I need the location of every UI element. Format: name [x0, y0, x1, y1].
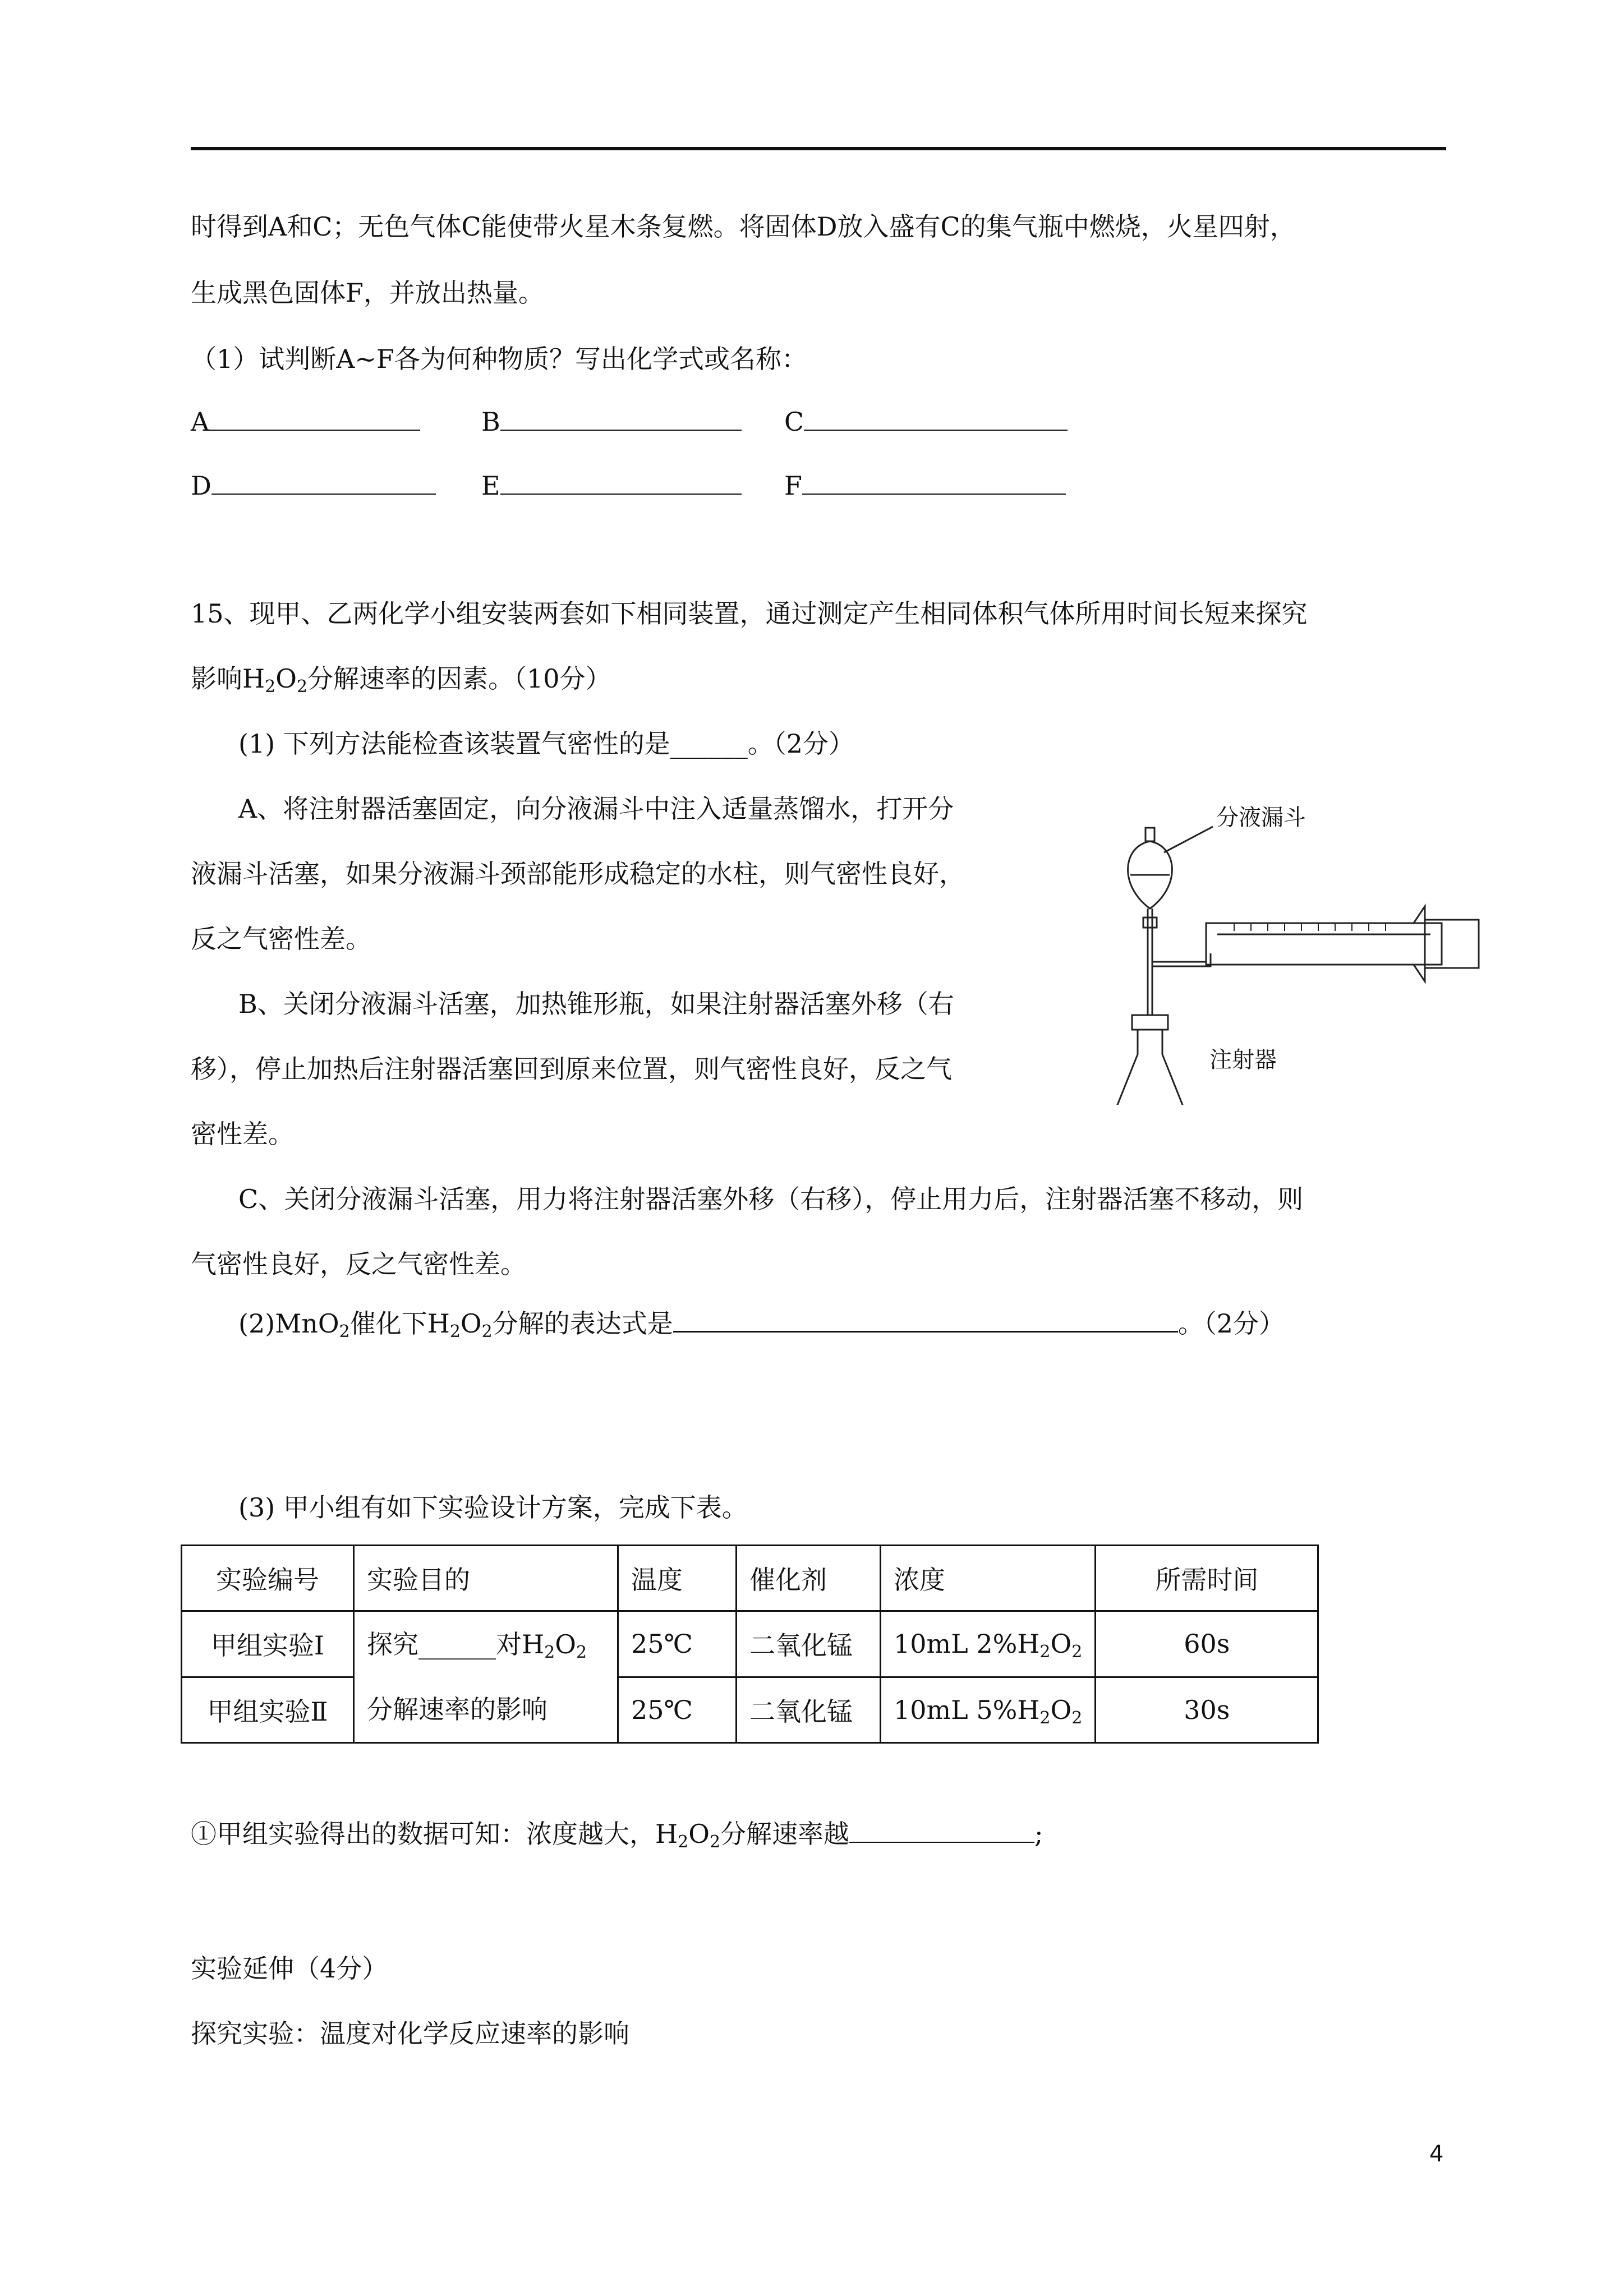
table-header-row [182, 1546, 1318, 1611]
table-cell-temp: 25℃ [618, 1677, 737, 1743]
option-b-line-2: 移），停止加热后注射器活塞回到原来位置，则气密性良好，反之气 [191, 1054, 952, 1084]
q15-line-1: 15、现甲、乙两化学小组安装两套如下相同装置，通过测定产生相同体积气体所用时间长短来探究 [191, 598, 1308, 629]
table-cell-id: 甲组实验Ⅱ [182, 1677, 354, 1743]
answer-blank-d: D [191, 469, 436, 502]
option-c-line-2: 气密性良好，反之气密性差。 [191, 1249, 526, 1279]
option-a-line-2: 液漏斗活塞，如果分液漏斗颈部能形成稳定的水柱，则气密性良好， [191, 859, 965, 889]
header-rule [191, 147, 1446, 150]
table-cell-time: 30s [1096, 1677, 1318, 1743]
option-b-line-3: 密性差。 [191, 1119, 294, 1149]
extension-line: 探究实验：温度对化学反应速率的影响 [191, 2018, 629, 2049]
apparatus-figure [1066, 791, 1492, 1105]
table-cell-conc: 10mL $2\%H_2O_2$ [881, 1611, 1096, 1677]
table-cell-catalyst: 二氧化锰 [737, 1677, 881, 1743]
option-c-line-1: C、关闭分液漏斗活塞，用力将注射器活塞外移（右移），停止用力后，注射器活塞不移动，则 [238, 1184, 1304, 1214]
conical-flask [1106, 1030, 1194, 1105]
table-row [182, 1677, 1318, 1743]
intro-line-1: 时得到A和C；无色气体C能使带火星木条复燃。将固体D放入盛有C的集气瓶中燃烧，火星四射， [191, 211, 1296, 242]
page-number: 4 [1429, 2141, 1444, 2167]
table-header: 催化剂 [737, 1546, 881, 1611]
q14-part1-prompt: （1）试判断A~F各为何种物质？写出化学式或名称： [191, 344, 807, 374]
experiment-table [181, 1545, 1319, 1744]
answer-blank-b: B [481, 405, 742, 439]
table-header: 实验编号 [182, 1546, 354, 1611]
conclusion-line: ①甲组实验得出的数据可知：浓度越大，$H_2O_2$分解速率越 ; [191, 1819, 1043, 1852]
q15-line-2: 影响$H_2O_2$分解速率的因素。（10分） [191, 663, 611, 697]
syringe-barrel [1206, 923, 1442, 965]
option-a-line-1: A、将注射器活塞固定，向分液漏斗中注入适量蒸馏水，打开分 [238, 794, 954, 824]
extension-title: 实验延伸（4分） [191, 1953, 388, 1984]
funnel-label: 分液漏斗 [1216, 805, 1306, 831]
syringe-flange [1414, 906, 1425, 981]
option-a-line-3: 反之气密性差。 [191, 924, 371, 954]
table-cell-conc: 10mL $5\%H_2O_2$ [881, 1677, 1096, 1743]
answer-blank-f: F [784, 469, 1066, 502]
table-cell-temp: 25℃ [618, 1611, 737, 1677]
intro-line-2: 生成黑色固体F，并放出热量。 [191, 278, 544, 308]
table-header: 实验目的 [354, 1546, 618, 1611]
table-cell-catalyst: 二氧化锰 [737, 1611, 881, 1677]
flask-stopper [1132, 1015, 1168, 1030]
q15-part3: (3) 甲小组有如下实验设计方案，完成下表。 [238, 1492, 748, 1523]
table-header: 所需时间 [1096, 1546, 1318, 1611]
table-header: 浓度 [881, 1546, 1096, 1611]
option-b-line-1: B、关闭分液漏斗活塞，加热锥形瓶，如果注射器活塞外移（右 [238, 989, 954, 1019]
funnel-stopper [1145, 828, 1154, 841]
table-cell-purpose: 探究______对$H_2O_2$ 分解速率的影响 [354, 1611, 618, 1743]
answer-blank-e: E [481, 469, 742, 502]
syringe-plunger [1425, 920, 1479, 968]
table-cell-time: 60s [1096, 1611, 1318, 1677]
table-header: 温度 [618, 1546, 737, 1611]
table-row [182, 1611, 1318, 1677]
answer-blank-c: C [784, 405, 1068, 439]
q15-part1: (1) 下列方法能检查该装置气密性的是______。（2分） [238, 729, 855, 759]
q15-part2: (2)MnO$_2$催化下$H_2O_2$分解的表达式是 。（2分） [238, 1308, 1285, 1341]
answer-blank-a: A [191, 405, 420, 439]
table-cell-id: 甲组实验Ⅰ [182, 1611, 354, 1677]
syringe-label: 注射器 [1209, 1047, 1277, 1073]
